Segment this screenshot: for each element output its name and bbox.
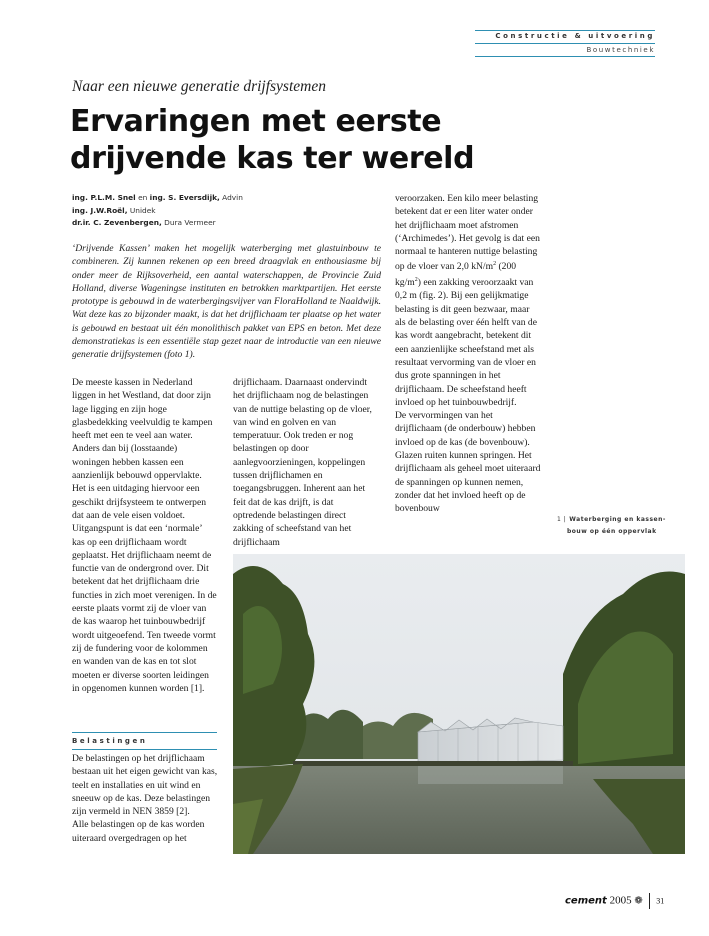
superscript: 2 xyxy=(414,276,418,283)
author-names: ing. P.L.M. Snel xyxy=(72,193,136,202)
issue-year: 2005 xyxy=(609,894,632,907)
caption-line: bouw op één oppervlak xyxy=(567,528,657,535)
caption-line: Waterberging en kassen- xyxy=(569,516,666,523)
header-top-rule xyxy=(475,30,655,31)
text-run: veroorzaken. Een kilo meer belasting betekent dat er een liter water onder het drijflichaam moet afstromen (‘Archimedes’). Het gevolg is dat een normaal te hanteren nuttige belasting op de vloer van 2,0 kN/m xyxy=(395,193,540,273)
box-heading-rule xyxy=(72,749,217,750)
body-column-2 xyxy=(233,376,378,549)
article-intro: ‘Drijvende Kassen’ maken het mogelijk waterberging met glastuinbouw te combineren. Zij kunnen rekenen op een breed draagvlak en enthousiasme bij onder meer de Rijksoverheid, een aantal waterschappen, de Provincie Zuid Holland, diverse Wageningse instituten en betrokken marktpartijen. Het eerste prototype is gebouwd in de waterbergingsvijver van FloraHolland te Naaldwijk. Wat deze kas zo bijzonder maakt, is dat het drijflichaam ter plaatse op het water is gebouwd en bestaat uit één monolithisch pakket van EPS en beton. Met deze demonstratiekas is een essentiële stap gezet naar de introductie van een nieuwe generatie drijfsystemen (foto 1). xyxy=(72,243,381,361)
box-heading: Belastingen xyxy=(72,737,148,745)
text-run: (200 kg/m xyxy=(395,261,517,289)
author-names: ing. J.W.Roël, xyxy=(72,205,128,215)
box-paragraph: De belastingen op het drijflichaam bestaan uit het eigen gewicht van kas, teelt en installaties en uit wind en sneeuw op de kas. Deze belastingen zijn vermeld in NEN 3859 [2]. xyxy=(72,753,218,818)
box-body xyxy=(72,752,222,845)
page-number: 31 xyxy=(656,896,665,906)
body-column-1 xyxy=(72,376,217,695)
photo-caption xyxy=(557,514,667,538)
author-affiliation: Advin xyxy=(219,193,243,202)
far-shore xyxy=(293,761,573,766)
author-affiliation: Dura Vermeer xyxy=(161,218,216,227)
box-paragraph: Alle belastingen op de kas worden uiteraard overgedragen op het xyxy=(72,819,205,844)
section-label: Constructie & uitvoering xyxy=(495,32,655,40)
greenhouse-reflection xyxy=(418,766,563,784)
article-title: Ervaringen met eerste drijvende kas ter wereld xyxy=(70,104,475,176)
body-paragraph: drijflichaam. Daarnaast ondervindt het drijflichaam nog de belastingen van de nuttige belasting op de vloer, van wind en golven en van temperatuur. Ook treden er nog belastingen op door aanlegvoorzieningen, koppelingen tussen drijflichamen en toegangsbruggen. Inherent aan het feit dat de kas drijft, is dat optredende belastingen direct zakking of scheefstand van het drijflichaam xyxy=(233,377,372,548)
header-bottom-rule xyxy=(475,56,655,57)
article-kicker: Naar een nieuwe generatie drijfsystemen xyxy=(72,78,326,95)
footer-divider xyxy=(649,893,650,909)
issue-icon: ❁ xyxy=(634,895,643,907)
caption-number: 1 | xyxy=(557,516,567,523)
body-column-3 xyxy=(395,192,541,516)
text-run: ) een zakking veroorzaakt van 0,2 m (fig. 2). Bij een gelijkmatige belasting is dit geen bezwaar, maar als de belasting over één helft van de kas wordt aangebracht, betekent dit een aanzienlijke scheefstand met als resultaat vervorming van de vloer en dus grote spanningen in het drijflichaam. De scheefstand heeft invloed op het tuinbouwbedrijf. xyxy=(395,277,537,408)
author-names: ing. S. Eversdijk, xyxy=(149,193,220,202)
box-top-rule xyxy=(72,732,217,733)
body-paragraph xyxy=(395,192,541,409)
author-line-1 xyxy=(72,192,392,205)
author-affiliation: Unidek xyxy=(127,205,156,215)
body-paragraph: De meeste kassen in Nederland liggen in het Westland, dat door zijn lage ligging en zijn hoge glasbedekking veelvuldig te kampen heeft met een te veel aan water. Anders dan bij (losstaande) woningen hebben kassen een aanzienlijk bebouwd oppervlakte. Het is een uitdaging hiervoor een geschikt drijfsysteem te ontwerpen dat aan de vele eisen voldoet. Uitgangspunt is dat een ‘normale’ kas op een drijflichaam wordt geplaatst. Het drijflichaam neemt de functie van de ondergrond over. Dit betekent dat het drijflichaam drie functies in zich moet verenigen. In de eerste plaats vormt zij de vloer van de kas waarop het tuinbouwbedrijf wordt uitgeoefend. Ten tweede vormt zij de fundering voor de kolommen en wanden van de kas en tot slot moeten er diverse soorten leidingen in opgenomen kunnen worden [1]. xyxy=(72,377,217,694)
magazine-name: cement xyxy=(565,895,607,907)
floating-greenhouse-photo xyxy=(233,554,685,854)
author-line-2 xyxy=(72,205,392,218)
subsection-label: Bouwtechniek xyxy=(586,46,655,54)
author-list xyxy=(72,192,392,230)
superscript: 2 xyxy=(493,261,497,268)
author-joiner: en xyxy=(135,193,150,202)
author-line-3 xyxy=(72,217,392,230)
body-paragraph: De vervormingen van het drijflichaam (de onderbouw) hebben invloed op de kas (de bovenbouw). Glazen ruiten kunnen springen. Het drijflichaam als geheel moet uiteraard de spanningen op kunnen nemen, zonder dat het invloed heeft op de bovenbouw xyxy=(395,410,541,515)
page-footer xyxy=(565,893,664,909)
author-names: dr.ir. C. Zevenbergen, xyxy=(72,218,162,227)
header-mid-rule xyxy=(475,43,655,44)
